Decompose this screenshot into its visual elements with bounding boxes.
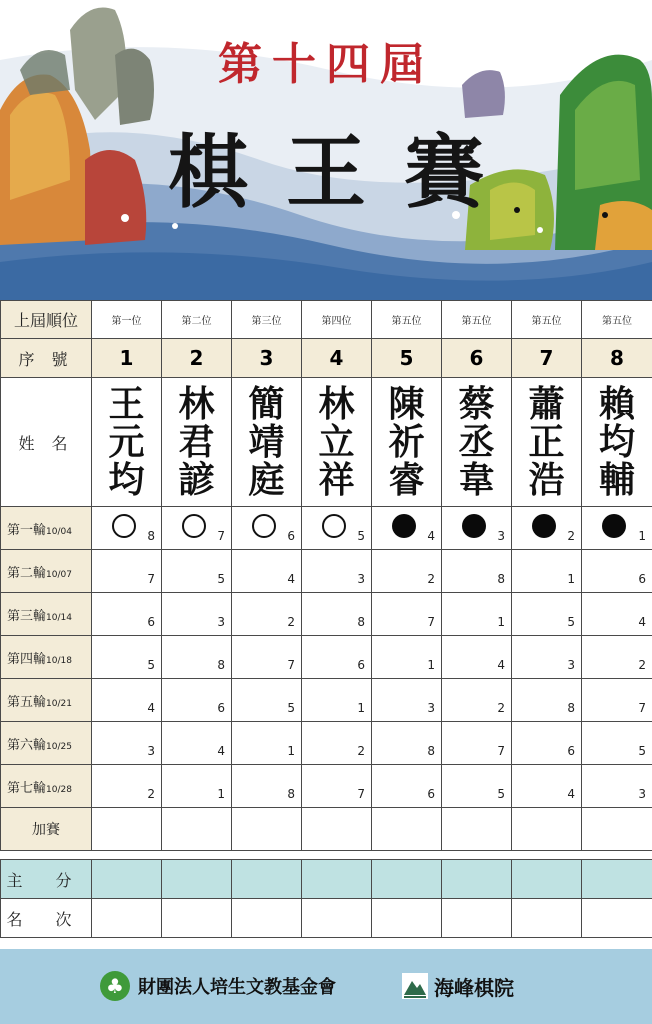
seq-cell: 6 [442, 339, 512, 378]
pairing-cell[interactable]: 2 [302, 722, 372, 765]
black-stone-icon [532, 514, 556, 538]
pairing-cell[interactable]: 1 [512, 550, 582, 593]
player-name-cell [232, 378, 302, 507]
pairing-cell: 5 [302, 507, 372, 550]
pairing-cell[interactable]: 1 [232, 722, 302, 765]
pairing-cell[interactable]: 8 [302, 593, 372, 636]
name-row [1, 378, 652, 507]
pairing-cell[interactable]: 4 [512, 765, 582, 808]
seq-row [1, 339, 652, 378]
pairing-cell[interactable]: 7 [372, 593, 442, 636]
score-cell[interactable] [442, 860, 512, 899]
pairing-cell[interactable]: 3 [92, 722, 162, 765]
playoff-cell[interactable] [582, 808, 652, 851]
pairing-cell[interactable]: 1 [302, 679, 372, 722]
edition-title: 第十四屆 [218, 39, 434, 90]
player-name-cell [162, 378, 232, 507]
pairing-cell[interactable]: 5 [162, 550, 232, 593]
footer [0, 949, 652, 1024]
seq-cell: 3 [232, 339, 302, 378]
pairing-cell[interactable]: 5 [232, 679, 302, 722]
venue [402, 971, 514, 1001]
pairing-cell[interactable]: 6 [582, 550, 652, 593]
pairing-cell[interactable]: 2 [92, 765, 162, 808]
black-stone-icon [392, 514, 416, 538]
previous-rank-label: 上屆順位 [1, 301, 92, 339]
previous-rank-cell: 第二位 [162, 301, 232, 339]
playoff-cell[interactable] [162, 808, 232, 851]
player-name-cell [302, 378, 372, 507]
seq-cell: 4 [302, 339, 372, 378]
pairing-cell[interactable]: 5 [92, 636, 162, 679]
player-name-cell [92, 378, 162, 507]
organizer-name: 財團法人培生文教基金會 [138, 977, 336, 998]
pairing-cell[interactable]: 7 [582, 679, 652, 722]
pairing-cell[interactable]: 3 [302, 550, 372, 593]
score-cell[interactable] [372, 860, 442, 899]
previous-rank-cell: 第五位 [372, 301, 442, 339]
score-cell[interactable] [512, 860, 582, 899]
player-name: 蕭 正 浩 [528, 383, 565, 501]
pairing-cell[interactable]: 2 [582, 636, 652, 679]
player-name-cell [512, 378, 582, 507]
pairing-cell: 1 [582, 507, 652, 550]
spacer [1, 851, 652, 860]
playoff-cell[interactable] [232, 808, 302, 851]
pairing-cell: 2 [512, 507, 582, 550]
score-cell[interactable] [582, 860, 652, 899]
black-stone-icon [462, 514, 486, 538]
pairing-cell[interactable]: 5 [512, 593, 582, 636]
seq-cell: 7 [512, 339, 582, 378]
pairing-cell[interactable]: 4 [92, 679, 162, 722]
player-name: 陳 祈 睿 [388, 383, 425, 501]
pairing-cell[interactable]: 7 [232, 636, 302, 679]
venue-name: 海峰棋院 [434, 975, 514, 1000]
seq-label: 序 號 [1, 339, 92, 378]
previous-rank-cell: 第五位 [442, 301, 512, 339]
pairing-cell[interactable]: 2 [442, 679, 512, 722]
pairing-cell[interactable]: 7 [92, 550, 162, 593]
pairing-cell[interactable]: 1 [442, 593, 512, 636]
pairing-cell[interactable]: 7 [302, 765, 372, 808]
player-name: 賴 均 輔 [598, 383, 635, 501]
round-row [1, 765, 652, 808]
previous-rank-cell: 第五位 [512, 301, 582, 339]
pairing-cell[interactable]: 8 [232, 765, 302, 808]
pairing-cell[interactable]: 3 [512, 636, 582, 679]
white-stone-icon [252, 514, 276, 538]
score-cell[interactable] [302, 860, 372, 899]
round-row [1, 550, 652, 593]
score-cell[interactable] [232, 860, 302, 899]
previous-rank-row [1, 301, 652, 339]
player-name-cell [582, 378, 652, 507]
placing-cell[interactable] [302, 899, 372, 938]
white-stone-icon [322, 514, 346, 538]
seq-cell: 5 [372, 339, 442, 378]
pairing-cell[interactable]: 2 [372, 550, 442, 593]
pairing-cell[interactable]: 6 [372, 765, 442, 808]
playoff-cell[interactable] [372, 808, 442, 851]
placing-cell[interactable] [442, 899, 512, 938]
round-row [1, 636, 652, 679]
seq-cell: 1 [92, 339, 162, 378]
previous-rank-cell: 第三位 [232, 301, 302, 339]
pairing-cell[interactable]: 3 [582, 765, 652, 808]
playoff-cell[interactable] [302, 808, 372, 851]
header-banner [0, 0, 652, 300]
previous-rank-cell: 第五位 [582, 301, 652, 339]
score-row [1, 860, 652, 899]
round-row [1, 722, 652, 765]
playoff-cell[interactable] [512, 808, 582, 851]
pairing-cell[interactable]: 8 [372, 722, 442, 765]
round-label: 第一輪10/04 [1, 507, 92, 550]
white-stone-icon [182, 514, 206, 538]
pairing-cell[interactable]: 7 [442, 722, 512, 765]
pairing-cell[interactable]: 8 [442, 550, 512, 593]
pairing-cell: 4 [372, 507, 442, 550]
pairing-cell[interactable]: 6 [302, 636, 372, 679]
round-label: 第七輪10/28 [1, 765, 92, 808]
placing-cell[interactable] [92, 899, 162, 938]
placing-cell[interactable] [232, 899, 302, 938]
pairing-cell[interactable]: 6 [92, 593, 162, 636]
pairing-cell[interactable]: 2 [232, 593, 302, 636]
player-name-cell [442, 378, 512, 507]
name-label: 姓 名 [1, 378, 92, 507]
round-label: 第五輪10/21 [1, 679, 92, 722]
tournament-title: 棋王賽 [168, 125, 522, 219]
pairing-cell[interactable]: 4 [232, 550, 302, 593]
playoff-cell[interactable] [442, 808, 512, 851]
pairing-cell[interactable]: 3 [372, 679, 442, 722]
black-stone-icon [602, 514, 626, 538]
round-row [1, 593, 652, 636]
placing-cell[interactable] [512, 899, 582, 938]
score-label: 主 分 [1, 860, 92, 899]
round-label: 第二輪10/07 [1, 550, 92, 593]
pairing-cell: 6 [232, 507, 302, 550]
player-name: 林 立 祥 [318, 383, 355, 501]
player-name: 簡 靖 庭 [248, 383, 285, 501]
playoff-row [1, 808, 652, 851]
playoff-label: 加賽 [1, 808, 92, 851]
player-name-cell [372, 378, 442, 507]
score-cell[interactable] [92, 860, 162, 899]
pairing-cell[interactable]: 1 [162, 765, 232, 808]
player-name: 林 君 諺 [178, 383, 215, 501]
pairing-cell: 7 [162, 507, 232, 550]
pairing-cell[interactable]: 6 [162, 679, 232, 722]
bracket-table [0, 300, 652, 938]
placing-cell[interactable] [582, 899, 652, 938]
organizer [100, 971, 336, 1001]
pairing-cell[interactable]: 8 [162, 636, 232, 679]
seq-cell: 2 [162, 339, 232, 378]
pairing-cell[interactable]: 8 [512, 679, 582, 722]
pairing-cell[interactable]: 4 [442, 636, 512, 679]
pairing-cell[interactable]: 1 [372, 636, 442, 679]
pairing-cell: 3 [442, 507, 512, 550]
round-label: 第四輪10/18 [1, 636, 92, 679]
round-label: 第六輪10/25 [1, 722, 92, 765]
pairing-cell[interactable]: 3 [162, 593, 232, 636]
player-name: 蔡 丞 韋 [458, 383, 495, 501]
pairing-cell[interactable]: 5 [582, 722, 652, 765]
pairing-cell: 8 [92, 507, 162, 550]
previous-rank-cell: 第一位 [92, 301, 162, 339]
clover-icon: ♣ [100, 971, 130, 1001]
placing-cell[interactable] [372, 899, 442, 938]
placing-cell[interactable] [162, 899, 232, 938]
previous-rank-cell: 第四位 [302, 301, 372, 339]
round-row [1, 507, 652, 550]
pairing-cell[interactable]: 4 [162, 722, 232, 765]
round-label: 第三輪10/14 [1, 593, 92, 636]
score-cell[interactable] [162, 860, 232, 899]
pairing-cell[interactable]: 4 [582, 593, 652, 636]
spacer-row [1, 851, 652, 860]
pairing-cell[interactable]: 5 [442, 765, 512, 808]
round-row [1, 679, 652, 722]
placing-label: 名 次 [1, 899, 92, 938]
white-stone-icon [112, 514, 136, 538]
pairing-cell[interactable]: 6 [512, 722, 582, 765]
seq-cell: 8 [582, 339, 652, 378]
placing-row [1, 899, 652, 938]
mountain-icon [402, 973, 428, 999]
playoff-cell[interactable] [92, 808, 162, 851]
player-name: 王 元 均 [108, 383, 145, 501]
